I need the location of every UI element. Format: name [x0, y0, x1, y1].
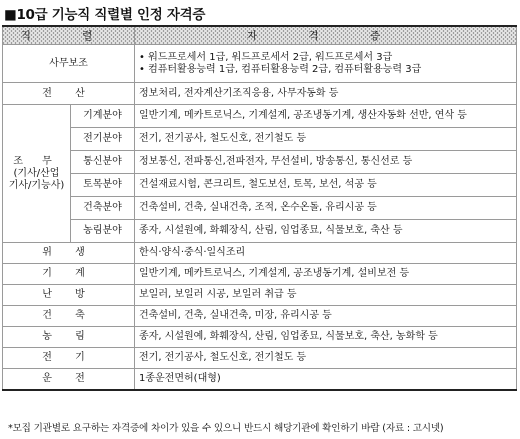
field-agriculture-licenses: 종자, 시설원예, 화훼장식, 산림, 임업종묘, 식물보호, 축산 등 [135, 220, 517, 243]
field-mechanical-licenses: 일반기계, 메카트로닉스, 기계설계, 공조냉동기계, 생산자동화 선반, 연삭 등 [135, 105, 517, 128]
footnote: *모집 기관별로 요구하는 자격증에 차이가 있을 수 있으니 반드시 해당기관에 확인하기 바람 (자료 : 고시넷) [8, 423, 444, 434]
category-electricity: 전 기 [3, 348, 135, 369]
table-row-agriculture [3, 327, 517, 348]
hygiene-licenses: 한식·양식·중식·일식조리 [135, 243, 517, 264]
page-title: ■10급 기능직 직렬별 인정 자격증 [4, 7, 206, 23]
table-header-row [3, 26, 517, 45]
office-license-line-1: • 워드프로세서 1급, 워드프로세서 2급, 워드프로세서 3급 [139, 51, 393, 63]
table-row-computing [3, 83, 517, 105]
table-row-electricity [3, 348, 517, 369]
field-agriculture: 농림분야 [71, 220, 135, 243]
category-heating: 난 방 [3, 285, 135, 306]
table-row-hygiene [3, 243, 517, 264]
category-construction: 건 축 [3, 306, 135, 327]
technical-label-line-2: (기사/산업 [13, 167, 60, 179]
category-office: 사무보조 [3, 45, 135, 83]
driving-licenses: 1종운전면허(대형) [135, 369, 517, 390]
field-architecture: 건축분야 [71, 197, 135, 220]
category-machinery: 기 계 [3, 264, 135, 285]
construction-licenses: 건축설비, 건축, 실내건축, 미장, 유리시공 등 [135, 306, 517, 327]
field-civil: 토목분야 [71, 174, 135, 197]
electricity-licenses: 전기, 전기공사, 철도신호, 전기철도 등 [135, 348, 517, 369]
table-row-office [3, 45, 517, 83]
table-row-technical-telecom [3, 151, 517, 174]
technical-label-line-1: 조 무 [13, 155, 60, 167]
header-license: 자 격 증 [135, 26, 517, 45]
category-technical [3, 105, 71, 243]
field-electrical: 전기분야 [71, 128, 135, 151]
table-row-technical-electrical [3, 128, 517, 151]
machinery-licenses: 일반기계, 메카트로닉스, 기계설계, 공조냉동기계, 설비보전 등 [135, 264, 517, 285]
table-row-heating [3, 285, 517, 306]
field-architecture-licenses: 건축설비, 건축, 실내건축, 조적, 온수온돌, 유리시공 등 [135, 197, 517, 220]
field-telecom-licenses: 정보통신, 전파통신,전파전자, 무선설비, 방송통신, 통신선로 등 [135, 151, 517, 174]
table-row-technical-mechanical [3, 105, 517, 128]
field-mechanical: 기계분야 [71, 105, 135, 128]
table-row-technical-civil [3, 174, 517, 197]
office-license-line-2: • 컴퓨터활용능력 1급, 컴퓨터활용능력 2급, 컴퓨터활용능력 3급 [139, 63, 422, 75]
table-row-technical-agriculture [3, 220, 517, 243]
table-row-driving [3, 369, 517, 390]
category-hygiene: 위 생 [3, 243, 135, 264]
header-series: 직 렬 [3, 26, 135, 45]
category-driving: 운 전 [3, 369, 135, 390]
agriculture-licenses: 종자, 시설원예, 화훼장식, 산림, 임업종묘, 식물보호, 축산, 농화학 등 [135, 327, 517, 348]
computing-licenses: 정보처리, 전자계산기조직응용, 사무자동화 등 [135, 83, 517, 105]
office-licenses [135, 45, 517, 83]
technical-label-line-3: 기사/기능사) [8, 179, 65, 191]
field-telecom: 통신분야 [71, 151, 135, 174]
category-computing: 전 산 [3, 83, 135, 105]
field-civil-licenses: 건설재료시험, 콘크리트, 철도보선, 토목, 보선, 석공 등 [135, 174, 517, 197]
heating-licenses: 보일러, 보일러 시공, 보일러 취급 등 [135, 285, 517, 306]
table-row-construction [3, 306, 517, 327]
license-table [2, 25, 517, 391]
category-agriculture: 농 림 [3, 327, 135, 348]
table-row-machinery [3, 264, 517, 285]
field-electrical-licenses: 전기, 전기공사, 철도신호, 전기철도 등 [135, 128, 517, 151]
table-row-technical-architecture [3, 197, 517, 220]
